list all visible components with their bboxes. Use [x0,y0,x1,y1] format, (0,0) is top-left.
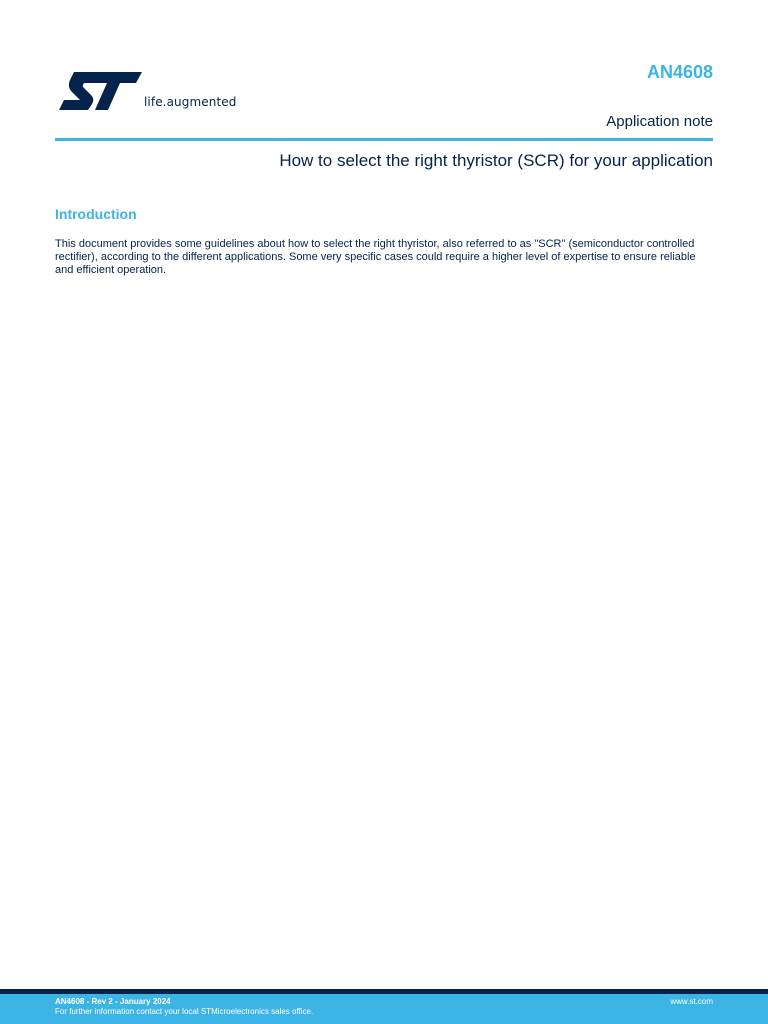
st-logo [58,68,238,116]
footer-info [55,997,313,1017]
document-id: AN4608 [646,62,713,82]
footer-website: www.st.com [670,997,713,1006]
footer-contact: For further information contact your local STMicroelectronics sales office. [55,1007,314,1016]
st-logo-icon [58,68,144,116]
footer-revision: AN4608 - Rev 2 - January 2024 [55,997,171,1006]
header-divider [55,138,713,141]
intro-paragraph: This document provides some guidelines about how to select the right thyristor, also referred to as "SCR" (semiconductor controlled rectifier), according to the different applications. Some very specific cases could require a higher level of expertise to ensure reliable and efficient operation. [55,238,696,276]
section-heading: Introduction [55,206,137,222]
document-title: How to select the right thyristor (SCR) for your application [279,151,713,170]
document-type: Application note [606,113,713,130]
logo-tagline: life.augmented [144,95,237,109]
